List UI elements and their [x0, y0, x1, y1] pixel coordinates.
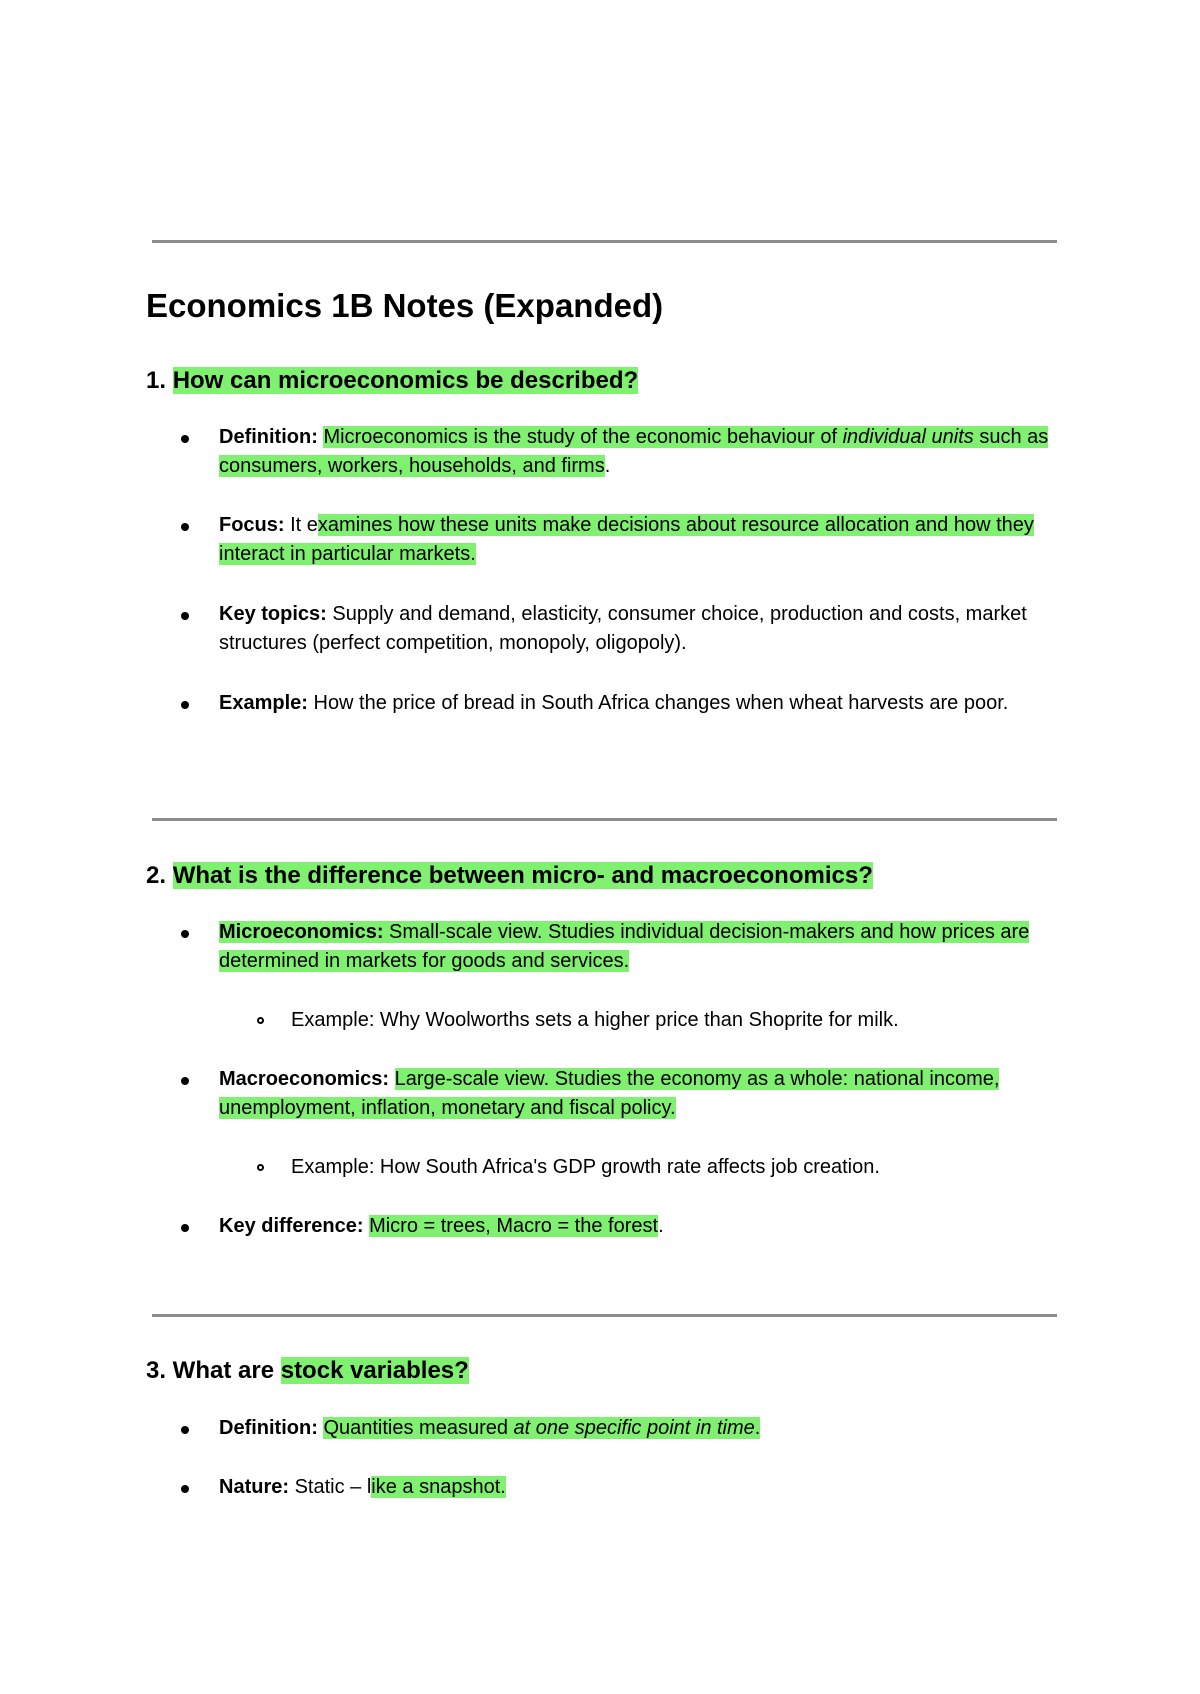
sub-item-example: Example: How South Africa's GDP growth rate affects job creation. — [291, 1153, 1071, 1182]
bullet-icon — [181, 523, 189, 531]
bullet-icon — [181, 612, 189, 620]
item-label: Nature: — [219, 1476, 290, 1498]
list-item-example: Example: How the price of bread in South Africa changes when wheat harvests are poor. — [219, 689, 1079, 718]
item-label: Example: — [219, 692, 308, 714]
item-label: Focus: — [219, 514, 285, 536]
highlighted-text: Quantities measured at one specific point in time. — [323, 1417, 761, 1439]
section-3-question: stock variables? — [280, 1357, 469, 1384]
highlighted-text: ike a snapshot. — [371, 1476, 506, 1498]
bullet-icon — [181, 435, 189, 443]
page-title: Economics 1B Notes (Expanded) — [146, 287, 664, 324]
item-label: Key topics: — [219, 603, 327, 625]
section-number: 2. — [146, 862, 173, 889]
list-item-focus: Focus: It examines how these units make decisions about resource allocation and how they interact in particular markets. — [219, 511, 1079, 569]
bullet-icon — [181, 1224, 189, 1232]
highlighted-text: xamines how these units make decisions about resource allocation and how they interact in particular markets. — [219, 514, 1034, 565]
list-item-definition — [219, 1414, 1079, 1443]
section-1-question: How can microeconomics be described? — [172, 367, 639, 394]
list-item-nature: Nature: Static – like a snapshot. — [219, 1473, 1079, 1502]
list-item-key-difference: Key difference: Micro = trees, Macro = the forest. — [219, 1212, 1079, 1241]
section-number: 1. — [146, 367, 173, 394]
horizontal-rule — [152, 818, 1057, 821]
section-2-question: What is the difference between micro- and macroeconomics? — [172, 862, 873, 889]
item-label: Definition: — [219, 426, 318, 448]
hollow-bullet-icon — [257, 1017, 264, 1024]
bullet-icon — [181, 1077, 189, 1085]
bullet-icon — [181, 701, 189, 709]
item-label: Definition: — [219, 1417, 318, 1439]
highlighted-text: Microeconomics: Small-scale view. Studies individual decision-makers and how prices are determined in markets for goods and services. — [219, 921, 1030, 972]
list-item-key-topics: Key topics: Supply and demand, elasticity, consumer choice, production and costs, market structures (perfect competition, monopoly, oligopoly). — [219, 600, 1079, 658]
section-2-heading — [146, 860, 873, 892]
section-3-heading: 3. What are stock variables? — [146, 1357, 469, 1384]
highlighted-text: Large-scale view. Studies the economy as a whole: national income, unemployment, inflation, monetary and fiscal policy. — [219, 1068, 1000, 1119]
bullet-icon — [181, 930, 189, 938]
list-item-microeconomics — [219, 918, 1079, 976]
highlighted-text: Microeconomics is the study of the economic behaviour of individual units such as consumers, workers, households, and firms — [219, 426, 1049, 477]
bullet-icon — [181, 1485, 189, 1493]
hollow-bullet-icon — [257, 1164, 264, 1171]
list-item-macroeconomics — [219, 1065, 1079, 1123]
highlighted-text: Micro = trees, Macro = the forest — [369, 1215, 659, 1237]
section-1-heading — [146, 365, 638, 397]
item-label: Macroeconomics: — [219, 1068, 390, 1090]
item-label: Key difference: — [219, 1215, 364, 1237]
horizontal-rule — [152, 1314, 1057, 1317]
horizontal-rule — [152, 240, 1057, 243]
list-item-definition: Definition: Microeconomics is the study of the economic behaviour of individual units such as consumers, workers, households, and firms. — [219, 423, 1079, 481]
bullet-icon — [181, 1426, 189, 1434]
sub-item-example: Example: Why Woolworths sets a higher price than Shoprite for milk. — [291, 1006, 1071, 1035]
